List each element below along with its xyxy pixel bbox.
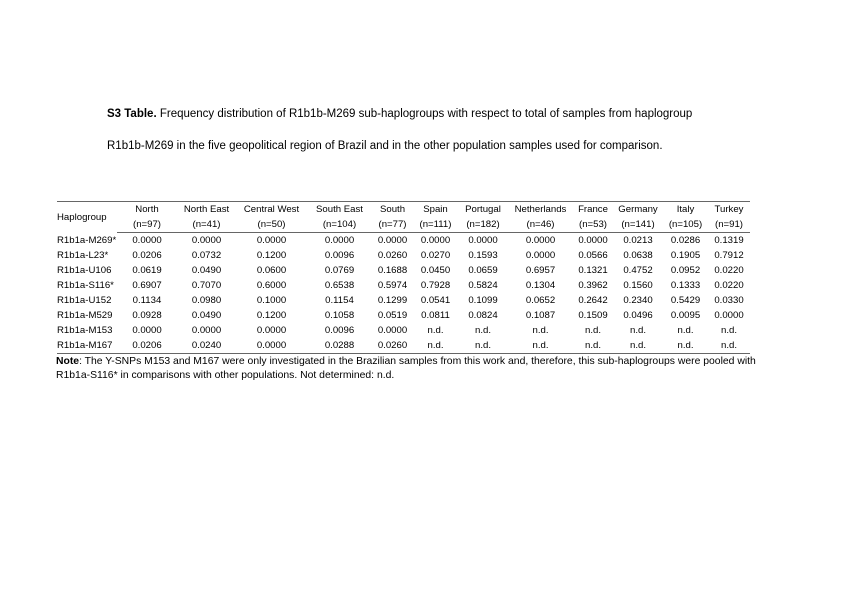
region-header-south: South (372, 202, 413, 218)
frequency-table (57, 201, 750, 354)
frequency-cell: 0.0000 (256, 325, 287, 336)
frequency-cell: 0.1509 (578, 310, 608, 321)
frequency-cell: 0.0000 (578, 235, 608, 246)
frequency-cell: 0.1333 (670, 280, 701, 291)
frequency-cell: n.d. (573, 338, 613, 354)
frequency-cell: 0.0541 (420, 295, 451, 306)
frequency-cell: 0.0732 (191, 250, 222, 261)
frequency-cell: 0.0659 (468, 265, 498, 276)
frequency-cell: n.d. (474, 325, 491, 336)
frequency-cell: 0.0600 (256, 265, 287, 276)
sample-size-spain: (n=111) (413, 217, 458, 233)
frequency-cell: 0.1560 (623, 280, 653, 291)
frequency-cell: 0.0286 (670, 235, 701, 246)
table-note (56, 355, 756, 383)
sample-size-netherlands: (n=46) (508, 217, 573, 233)
frequency-cell: 0.0980 (191, 295, 222, 306)
table-row (57, 263, 750, 278)
region-header-italy: Italy (663, 202, 708, 218)
frequency-cell: 0.0769 (324, 265, 355, 276)
frequency-cell: 0.1299 (377, 295, 408, 306)
table-caption-line-2: R1b1b-M269 in the five geopolitical region of Brazil and in the other population samples used for comparison. (107, 140, 663, 152)
sample-size-germany: (n=141) (613, 217, 663, 233)
table-row (57, 248, 750, 263)
frequency-cell: 0.0095 (670, 310, 701, 321)
region-header-germany: Germany (613, 202, 663, 218)
sample-size-turkey: (n=91) (708, 217, 750, 233)
frequency-cell: 0.0928 (132, 310, 162, 321)
frequency-cell: n.d. (427, 325, 444, 336)
frequency-cell: 0.0519 (377, 310, 408, 321)
sample-size-central-west: (n=50) (236, 217, 307, 233)
frequency-cell: n.d. (532, 325, 549, 336)
haplogroup-cell: R1b1a-S116* (57, 280, 114, 291)
frequency-cell: 0.0096 (324, 325, 355, 336)
table-row (57, 233, 750, 249)
region-header-netherlands: Netherlands (508, 202, 573, 218)
frequency-cell: 0.1000 (256, 295, 287, 306)
note-label: Note (56, 356, 80, 367)
caption-label: S3 Table. (107, 108, 157, 120)
frequency-cell: 0.0450 (420, 265, 451, 276)
sample-size-italy: (n=105) (663, 217, 708, 233)
frequency-cell: 0.0652 (525, 295, 556, 306)
frequency-cell: 0.0490 (191, 310, 222, 321)
frequency-cell: 0.1593 (468, 250, 498, 261)
frequency-cell: n.d. (508, 338, 573, 354)
frequency-cell: 0.0000 (377, 325, 408, 336)
frequency-cell: 0.0000 (191, 235, 222, 246)
haplogroup-cell: R1b1a-M269* (57, 234, 117, 246)
region-header-north-east: North East (177, 202, 236, 218)
table-row (57, 338, 750, 354)
frequency-cell: 0.0000 (132, 235, 162, 246)
frequency-cell: 0.0206 (132, 250, 162, 261)
frequency-cell: 0.1321 (578, 265, 608, 276)
frequency-cell: 0.0220 (714, 265, 744, 276)
haplogroup-column-header: Haplogroup (57, 202, 117, 233)
frequency-cell: 0.3962 (578, 280, 608, 291)
haplogroup-cell: R1b1a-U106 (57, 265, 112, 276)
frequency-cell: 0.2642 (578, 295, 608, 306)
frequency-cell: 0.5429 (670, 295, 701, 306)
frequency-cell: 0.1304 (525, 280, 556, 291)
region-header-turkey: Turkey (708, 202, 750, 218)
frequency-cell: 0.1319 (714, 235, 744, 246)
frequency-cell: 0.6000 (256, 280, 287, 291)
frequency-cell: n.d. (720, 325, 737, 336)
note-text: : The Y-SNPs M153 and M167 were only investigated in the Brazilian samples from this work and, therefore, this sub-haplogroups were pooled with R1b1a-S116* in comparisons with other populations. Not determined: n.d. (56, 356, 756, 381)
frequency-cell: n.d. (677, 325, 694, 336)
region-header-spain: Spain (413, 202, 458, 218)
table-row (57, 323, 750, 338)
frequency-cell: 0.0490 (191, 265, 222, 276)
frequency-cell: 0.6907 (132, 280, 162, 291)
frequency-cell: 0.7912 (714, 250, 744, 261)
sample-size-south-east: (n=104) (307, 217, 372, 233)
frequency-cell: 0.0824 (468, 310, 498, 321)
region-header-france: France (573, 202, 613, 218)
frequency-cell: n.d. (458, 338, 508, 354)
frequency-cell: 0.1905 (670, 250, 701, 261)
frequency-cell: n.d. (584, 325, 601, 336)
frequency-cell: 0.0220 (714, 280, 744, 291)
frequency-cell: 0.0206 (117, 338, 177, 354)
frequency-cell: 0.1154 (325, 295, 354, 306)
frequency-cell: 0.7928 (420, 280, 451, 291)
frequency-cell: 0.0000 (377, 235, 408, 246)
sample-size-north: (n=97) (117, 217, 177, 233)
frequency-cell: 0.4752 (623, 265, 653, 276)
table-caption-line-1 (107, 107, 747, 121)
frequency-cell: 0.2340 (623, 295, 653, 306)
frequency-cell: 0.0496 (623, 310, 653, 321)
frequency-cell: 0.0260 (377, 250, 408, 261)
table-row (57, 293, 750, 308)
sample-size-north-east: (n=41) (177, 217, 236, 233)
frequency-cell: 0.1058 (324, 310, 355, 321)
frequency-cell: 0.0260 (372, 338, 413, 354)
haplogroup-cell: R1b1a-L23* (57, 250, 109, 261)
frequency-cell: 0.0000 (714, 310, 744, 321)
frequency-cell: 0.0566 (578, 250, 608, 261)
frequency-cell: 0.0240 (177, 338, 236, 354)
frequency-cell: 0.1134 (132, 295, 162, 306)
frequency-cell: 0.1087 (525, 310, 556, 321)
frequency-cell: n.d. (613, 338, 663, 354)
table-body (57, 233, 750, 354)
frequency-cell: 0.0619 (132, 265, 162, 276)
haplogroup-cell: R1b1a-M167 (57, 338, 117, 354)
frequency-cell: n.d. (413, 338, 458, 354)
frequency-cell: 0.1688 (377, 265, 408, 276)
frequency-cell: 0.0000 (420, 235, 451, 246)
frequency-cell: 0.0638 (623, 250, 653, 261)
frequency-cell: 0.6538 (324, 280, 355, 291)
frequency-cell: 0.0000 (191, 325, 222, 336)
frequency-cell: n.d. (708, 338, 750, 354)
frequency-cell: 0.1099 (468, 295, 498, 306)
frequency-cell: 0.5824 (468, 280, 498, 291)
table-row (57, 278, 750, 293)
frequency-cell: 0.0330 (714, 295, 744, 306)
sample-size-south: (n=77) (372, 217, 413, 233)
frequency-cell: 0.0000 (525, 235, 556, 246)
frequency-cell: 0.0952 (670, 265, 701, 276)
frequency-cell: 0.0811 (421, 310, 450, 321)
frequency-cell: 0.0000 (132, 325, 162, 336)
region-header-central-west: Central West (236, 202, 307, 218)
frequency-cell: 0.7070 (191, 280, 222, 291)
frequency-cell: 0.0213 (623, 235, 653, 246)
table-header-row-names (57, 202, 750, 218)
sample-size-france: (n=53) (573, 217, 613, 233)
frequency-cell: 0.0000 (256, 235, 287, 246)
region-header-north: North (117, 202, 177, 218)
haplogroup-cell: R1b1a-M529 (57, 310, 113, 321)
table-row (57, 308, 750, 323)
frequency-cell: 0.0000 (324, 235, 355, 246)
haplogroup-cell: R1b1a-U152 (57, 295, 112, 306)
frequency-cell: 0.6957 (525, 265, 556, 276)
frequency-cell: 0.1200 (256, 310, 287, 321)
sample-size-portugal: (n=182) (458, 217, 508, 233)
frequency-cell: 0.0000 (525, 250, 556, 261)
frequency-cell: 0.1200 (256, 250, 287, 261)
caption-text-1: Frequency distribution of R1b1b-M269 sub-haplogroups with respect to total of samples from haplogroup (156, 108, 693, 120)
frequency-cell: n.d. (629, 325, 646, 336)
table-header-row-sizes (57, 217, 750, 233)
frequency-cell: 0.0288 (307, 338, 372, 354)
frequency-cell: n.d. (663, 338, 708, 354)
haplogroup-cell: R1b1a-M153 (57, 325, 113, 336)
frequency-cell: 0.0270 (420, 250, 451, 261)
frequency-cell: 0.0000 (236, 338, 307, 354)
frequency-cell: 0.5974 (377, 280, 408, 291)
region-header-portugal: Portugal (458, 202, 508, 218)
region-header-south-east: South East (307, 202, 372, 218)
frequency-cell: 0.0000 (468, 235, 498, 246)
frequency-cell: 0.0096 (324, 250, 355, 261)
